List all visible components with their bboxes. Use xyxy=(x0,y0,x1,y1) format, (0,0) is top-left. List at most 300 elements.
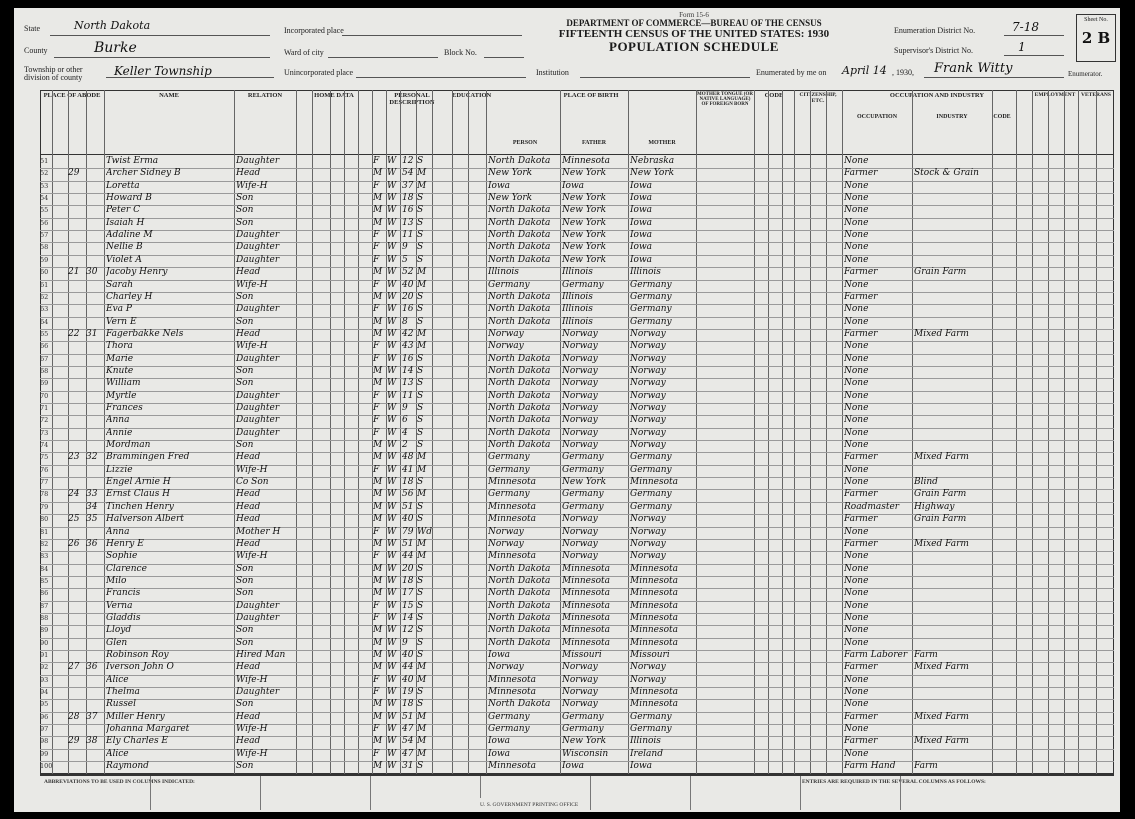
row-age: 16 xyxy=(402,304,414,315)
row-name: Halverson Albert xyxy=(106,514,184,525)
row-marital-status: S xyxy=(417,501,424,512)
row-sex: F xyxy=(373,612,380,623)
row-name: Henry E xyxy=(106,538,144,549)
row-age: 44 xyxy=(402,551,414,562)
sheet-number-box xyxy=(1076,14,1116,62)
block-label: Block No. xyxy=(444,48,477,57)
row-relation: Son xyxy=(236,575,254,586)
row-birthplace: New York xyxy=(488,193,533,204)
row-birthplace: Minnesota xyxy=(488,514,537,525)
row-relation: Daughter xyxy=(236,230,280,241)
row-age: 13 xyxy=(402,378,414,389)
row-sex: M xyxy=(373,168,383,179)
row-line-number: 94 xyxy=(40,688,49,697)
row-sex: F xyxy=(373,279,380,290)
row-birthplace: North Dakota xyxy=(488,230,551,241)
title-block xyxy=(534,12,854,54)
row-occupation: None xyxy=(844,748,869,759)
row-line-number: 88 xyxy=(40,613,49,622)
row-birthplace: Germany xyxy=(488,711,530,722)
row-occupation: None xyxy=(844,180,869,191)
row-birthplace: Minnesota xyxy=(488,761,537,772)
row-mother-birthplace: Nebraska xyxy=(630,156,675,166)
table-row xyxy=(40,304,1114,316)
row-age: 2 xyxy=(402,440,408,451)
row-line-number: 85 xyxy=(40,576,49,585)
table-row xyxy=(40,280,1114,292)
row-relation: Head xyxy=(236,501,261,512)
row-age: 44 xyxy=(402,662,414,673)
group-mother-tongue: MOTHER TONGUE (OR NATIVE LANGUAGE) OF FOREIGN BORN xyxy=(697,92,753,107)
row-race: W xyxy=(387,378,397,389)
row-relation: Son xyxy=(236,316,254,327)
state-value: North Dakota xyxy=(74,19,151,32)
table-row xyxy=(40,242,1114,254)
row-sex: F xyxy=(373,353,380,364)
row-birthplace: North Dakota xyxy=(488,637,551,648)
row-age: 9 xyxy=(402,403,408,413)
row-sex: F xyxy=(373,242,380,253)
row-line-number: 90 xyxy=(40,638,49,647)
row-age: 40 xyxy=(402,674,414,685)
table-row xyxy=(40,205,1114,217)
row-race: W xyxy=(387,687,397,698)
row-birthplace: North Dakota xyxy=(488,304,551,315)
row-sex: F xyxy=(373,390,380,401)
row-sex: F xyxy=(373,427,380,438)
row-marital-status: S xyxy=(417,365,424,376)
row-birthplace: North Dakota xyxy=(488,353,551,364)
row-name: Thelma xyxy=(106,687,140,698)
row-line-number: 100 xyxy=(40,762,53,771)
row-marital-status: M xyxy=(417,538,427,549)
row-race: W xyxy=(387,156,397,166)
row-sex: M xyxy=(373,699,383,710)
row-race: W xyxy=(387,600,397,611)
row-mother-birthplace: Minnesota xyxy=(630,625,679,636)
table-row xyxy=(40,218,1114,230)
row-marital-status: S xyxy=(417,637,424,648)
row-marital-status: S xyxy=(417,588,424,599)
row-relation: Son xyxy=(236,563,254,574)
row-father-birthplace: New York xyxy=(562,217,607,228)
row-line-number: 77 xyxy=(40,478,49,487)
row-father-birthplace: Minnesota xyxy=(562,588,611,599)
row-birthplace: North Dakota xyxy=(488,217,551,228)
row-industry: Farm xyxy=(914,650,938,660)
table-row xyxy=(40,514,1114,526)
row-father-birthplace: Germany xyxy=(562,279,604,290)
row-mother-birthplace: Norway xyxy=(630,403,666,413)
row-marital-status: S xyxy=(417,477,424,488)
row-line-number: 61 xyxy=(40,280,49,289)
row-mother-birthplace: Minnesota xyxy=(630,637,679,648)
row-birthplace: North Dakota xyxy=(488,365,551,376)
row-father-birthplace: Norway xyxy=(562,514,598,525)
table-row xyxy=(40,465,1114,477)
row-line-number: 98 xyxy=(40,737,49,746)
row-name: Johanna Margaret xyxy=(106,724,190,735)
row-marital-status: S xyxy=(417,650,424,660)
row-father-birthplace: Norway xyxy=(562,341,598,352)
row-race: W xyxy=(387,674,397,685)
row-name: Verna xyxy=(106,600,133,611)
row-birthplace: Norway xyxy=(488,341,524,352)
row-father-birthplace: Minnesota xyxy=(562,156,611,166)
row-marital-status: S xyxy=(417,156,424,166)
row-line-number: 97 xyxy=(40,725,49,734)
row-age: 4 xyxy=(402,427,408,438)
row-race: W xyxy=(387,279,397,290)
row-mother-birthplace: Germany xyxy=(630,291,672,302)
row-relation: Hired Man xyxy=(236,650,286,660)
row-line-number: 84 xyxy=(40,564,49,573)
row-father-birthplace: New York xyxy=(562,193,607,204)
row-sex: F xyxy=(373,464,380,475)
row-name: Marie xyxy=(106,353,134,364)
row-age: 40 xyxy=(402,279,414,290)
row-line-number: 54 xyxy=(40,194,49,203)
row-sex: M xyxy=(373,514,383,525)
row-occupation: None xyxy=(844,464,869,475)
row-birthplace: Germany xyxy=(488,464,530,475)
row-marital-status: M xyxy=(417,328,427,339)
row-line-number: 65 xyxy=(40,329,49,338)
row-relation: Wife-H xyxy=(236,180,268,191)
row-relation: Son xyxy=(236,365,254,376)
row-birthplace: North Dakota xyxy=(488,415,551,426)
row-race: W xyxy=(387,267,397,278)
row-occupation: Farm Laborer xyxy=(844,650,908,660)
row-industry: Mixed Farm xyxy=(914,538,969,549)
row-sex: M xyxy=(373,625,383,636)
row-line-number: 73 xyxy=(40,428,49,437)
row-father-birthplace: Norway xyxy=(562,390,598,401)
row-relation: Son xyxy=(236,378,254,389)
row-sex: M xyxy=(373,711,383,722)
enumerator-label: Enumerator. xyxy=(1068,70,1103,78)
row-sex: F xyxy=(373,526,380,537)
row-occupation: None xyxy=(844,365,869,376)
row-race: W xyxy=(387,341,397,352)
table-row xyxy=(40,699,1114,711)
row-name: Engel Arnie H xyxy=(106,477,171,488)
row-mother-birthplace: Norway xyxy=(630,365,666,376)
table-row xyxy=(40,403,1114,415)
row-occupation: None xyxy=(844,563,869,574)
table-row xyxy=(40,675,1114,687)
row-relation: Daughter xyxy=(236,403,280,413)
row-name: Annie xyxy=(106,427,133,438)
table-row xyxy=(40,378,1114,390)
row-mother-birthplace: Iowa xyxy=(630,193,653,204)
row-mother-birthplace: Norway xyxy=(630,378,666,389)
row-relation: Head xyxy=(236,168,261,179)
row-name: Frances xyxy=(106,403,143,413)
row-age: 19 xyxy=(402,687,414,698)
row-relation: Head xyxy=(236,662,261,673)
row-line-number: 55 xyxy=(40,206,49,215)
row-age: 12 xyxy=(402,156,414,166)
row-race: W xyxy=(387,588,397,599)
row-relation: Son xyxy=(236,761,254,772)
row-father-birthplace: Iowa xyxy=(562,761,585,772)
row-line-number: 71 xyxy=(40,404,49,412)
row-sex: F xyxy=(373,748,380,759)
row-father-birthplace: Germany xyxy=(562,452,604,463)
row-line-number: 70 xyxy=(40,391,49,400)
row-birthplace: Minnesota xyxy=(488,477,537,488)
row-line-number: 66 xyxy=(40,342,49,351)
row-father-birthplace: Germany xyxy=(562,711,604,722)
table-row xyxy=(40,687,1114,699)
row-sex: M xyxy=(373,662,383,673)
row-marital-status: S xyxy=(417,514,424,525)
row-occupation: None xyxy=(844,378,869,389)
county-label: County xyxy=(24,46,48,55)
row-marital-status: S xyxy=(417,193,424,204)
row-occupation: None xyxy=(844,403,869,413)
row-relation: Daughter xyxy=(236,242,280,253)
row-sex: M xyxy=(373,193,383,204)
row-father-birthplace: New York xyxy=(562,242,607,253)
row-age: 12 xyxy=(402,625,414,636)
supervisor-label: Supervisor's District No. xyxy=(894,46,973,55)
row-race: W xyxy=(387,501,397,512)
row-industry: Mixed Farm xyxy=(914,736,969,747)
row-occupation: None xyxy=(844,699,869,710)
row-race: W xyxy=(387,563,397,574)
row-line-number: 81 xyxy=(40,527,49,536)
row-name: Nellie B xyxy=(106,242,143,253)
row-dwelling-number: 25 xyxy=(68,514,80,525)
row-name: Francis xyxy=(106,588,141,599)
table-row xyxy=(40,625,1114,637)
row-occupation: None xyxy=(844,193,869,204)
row-birthplace: Iowa xyxy=(488,650,511,660)
row-marital-status: M xyxy=(417,551,427,562)
row-mother-birthplace: Iowa xyxy=(630,180,653,191)
row-father-birthplace: Norway xyxy=(562,538,598,549)
row-name: Miller Henry xyxy=(106,711,165,722)
row-line-number: 95 xyxy=(40,700,49,709)
row-occupation: None xyxy=(844,242,869,253)
row-age: 41 xyxy=(402,464,414,475)
row-relation: Daughter xyxy=(236,687,280,698)
row-birthplace: Iowa xyxy=(488,736,511,747)
row-name: Adaline M xyxy=(106,230,153,241)
row-industry: Mixed Farm xyxy=(914,711,969,722)
row-mother-birthplace: Norway xyxy=(630,674,666,685)
row-sex: F xyxy=(373,341,380,352)
row-mother-birthplace: Norway xyxy=(630,662,666,673)
row-marital-status: S xyxy=(417,304,424,315)
row-relation: Son xyxy=(236,699,254,710)
row-age: 54 xyxy=(402,736,414,747)
row-name: Tinchen Henry xyxy=(106,501,174,512)
row-age: 51 xyxy=(402,538,414,549)
enum-district-value: 7-18 xyxy=(1012,20,1039,34)
row-race: W xyxy=(387,193,397,204)
row-industry: Stock & Grain xyxy=(914,168,979,179)
row-race: W xyxy=(387,390,397,401)
schedule-table xyxy=(40,90,1114,774)
row-age: 6 xyxy=(402,415,408,426)
table-row xyxy=(40,267,1114,279)
row-relation: Daughter xyxy=(236,612,280,623)
row-age: 37 xyxy=(402,180,414,191)
table-row xyxy=(40,502,1114,514)
row-birthplace: North Dakota xyxy=(488,316,551,327)
row-name: Jacoby Henry xyxy=(106,267,168,278)
row-birthplace: North Dakota xyxy=(488,563,551,574)
row-mother-birthplace: Germany xyxy=(630,711,672,722)
row-dwelling-number: 29 xyxy=(68,736,80,747)
row-birthplace: North Dakota xyxy=(488,378,551,389)
row-name: Myrtle xyxy=(106,390,137,401)
group-place-of-birth: PLACE OF BIRTH xyxy=(563,92,619,99)
row-relation: Son xyxy=(236,217,254,228)
row-mother-birthplace: Norway xyxy=(630,415,666,426)
row-relation: Daughter xyxy=(236,254,280,265)
row-mother-birthplace: Germany xyxy=(630,501,672,512)
row-race: W xyxy=(387,538,397,549)
row-name: Vern E xyxy=(106,316,137,327)
row-occupation: None xyxy=(844,687,869,698)
row-name: Anna xyxy=(106,526,130,537)
row-mother-birthplace: Minnesota xyxy=(630,612,679,623)
row-mother-birthplace: Norway xyxy=(630,353,666,364)
row-mother-birthplace: Minnesota xyxy=(630,477,679,488)
row-age: 40 xyxy=(402,514,414,525)
row-race: W xyxy=(387,353,397,364)
row-father-birthplace: Germany xyxy=(562,501,604,512)
group-veterans: VETERANS xyxy=(1081,92,1111,98)
row-father-birthplace: Illinois xyxy=(562,316,593,327)
table-row xyxy=(40,255,1114,267)
row-occupation: None xyxy=(844,254,869,265)
row-mother-birthplace: Norway xyxy=(630,390,666,401)
row-relation: Wife-H xyxy=(236,464,268,475)
row-age: 16 xyxy=(402,353,414,364)
row-relation: Co Son xyxy=(236,477,269,488)
row-mother-birthplace: Minnesota xyxy=(630,687,679,698)
row-father-birthplace: New York xyxy=(562,168,607,179)
row-sex: M xyxy=(373,501,383,512)
table-row xyxy=(40,761,1114,773)
row-father-birthplace: Minnesota xyxy=(562,612,611,623)
table-row xyxy=(40,527,1114,539)
row-sex: M xyxy=(373,205,383,216)
table-row xyxy=(40,230,1114,242)
row-sex: F xyxy=(373,230,380,241)
row-age: 13 xyxy=(402,217,414,228)
row-marital-status: S xyxy=(417,230,424,241)
row-occupation: Farmer xyxy=(844,662,878,673)
row-birthplace: Norway xyxy=(488,526,524,537)
row-marital-status: M xyxy=(417,180,427,191)
row-relation: Daughter xyxy=(236,390,280,401)
subhead-occupation: OCCUPATION xyxy=(856,114,898,120)
row-sex: F xyxy=(373,551,380,562)
row-father-birthplace: Norway xyxy=(562,365,598,376)
row-name: Loretta xyxy=(106,180,140,191)
row-father-birthplace: New York xyxy=(562,477,607,488)
row-birthplace: North Dakota xyxy=(488,242,551,253)
row-line-number: 59 xyxy=(40,255,49,264)
row-age: 18 xyxy=(402,699,414,710)
row-occupation: None xyxy=(844,575,869,586)
row-sex: M xyxy=(373,217,383,228)
department: DEPARTMENT OF COMMERCE—BUREAU OF THE CENSUS xyxy=(566,18,822,29)
row-race: W xyxy=(387,514,397,525)
row-dwelling-number: 27 xyxy=(68,662,80,673)
row-marital-status: S xyxy=(417,575,424,586)
row-marital-status: M xyxy=(417,489,427,500)
row-occupation: None xyxy=(844,230,869,241)
row-mother-birthplace: Germany xyxy=(630,316,672,327)
row-mother-birthplace: Germany xyxy=(630,464,672,475)
row-name: Knute xyxy=(106,365,134,376)
row-birthplace: North Dakota xyxy=(488,403,551,413)
row-line-number: 62 xyxy=(40,292,49,301)
row-mother-birthplace: Iowa xyxy=(630,242,653,253)
table-row xyxy=(40,576,1114,588)
row-age: 54 xyxy=(402,168,414,179)
row-race: W xyxy=(387,724,397,735)
row-age: 14 xyxy=(402,612,414,623)
row-mother-birthplace: New York xyxy=(630,168,675,179)
table-row xyxy=(40,317,1114,329)
group-occupation: OCCUPATION AND INDUSTRY xyxy=(889,92,985,99)
row-family-number: 37 xyxy=(86,711,98,722)
row-name: Eva P xyxy=(106,304,132,315)
row-relation: Son xyxy=(236,637,254,648)
row-industry: Blind xyxy=(914,477,938,488)
row-race: W xyxy=(387,440,397,451)
row-sex: M xyxy=(373,588,383,599)
row-mother-birthplace: Germany xyxy=(630,724,672,735)
table-row xyxy=(40,168,1114,180)
row-sex: M xyxy=(373,489,383,500)
row-sex: M xyxy=(373,440,383,451)
sheet-label: Sheet No. xyxy=(1084,17,1108,23)
row-line-number: 80 xyxy=(40,515,49,524)
row-marital-status: M xyxy=(417,674,427,685)
township-value: Keller Township xyxy=(114,64,212,78)
row-family-number: 31 xyxy=(86,328,98,339)
row-relation: Wife-H xyxy=(236,674,268,685)
row-race: W xyxy=(387,403,397,413)
row-father-birthplace: Norway xyxy=(562,662,598,673)
footer xyxy=(40,774,1114,810)
row-industry: Mixed Farm xyxy=(914,662,969,673)
row-sex: F xyxy=(373,674,380,685)
row-marital-status: S xyxy=(417,316,424,327)
schedule-title: POPULATION SCHEDULE xyxy=(609,39,779,55)
row-name: Howard B xyxy=(106,193,152,204)
row-birthplace: North Dakota xyxy=(488,291,551,302)
row-father-birthplace: Norway xyxy=(562,687,598,698)
row-line-number: 63 xyxy=(40,305,49,314)
row-mother-birthplace: Norway xyxy=(630,514,666,525)
row-industry: Mixed Farm xyxy=(914,452,969,463)
row-age: 8 xyxy=(402,316,408,327)
row-father-birthplace: Norway xyxy=(562,427,598,438)
row-age: 11 xyxy=(402,390,414,401)
row-race: W xyxy=(387,489,397,500)
institution-label: Institution xyxy=(536,68,569,77)
